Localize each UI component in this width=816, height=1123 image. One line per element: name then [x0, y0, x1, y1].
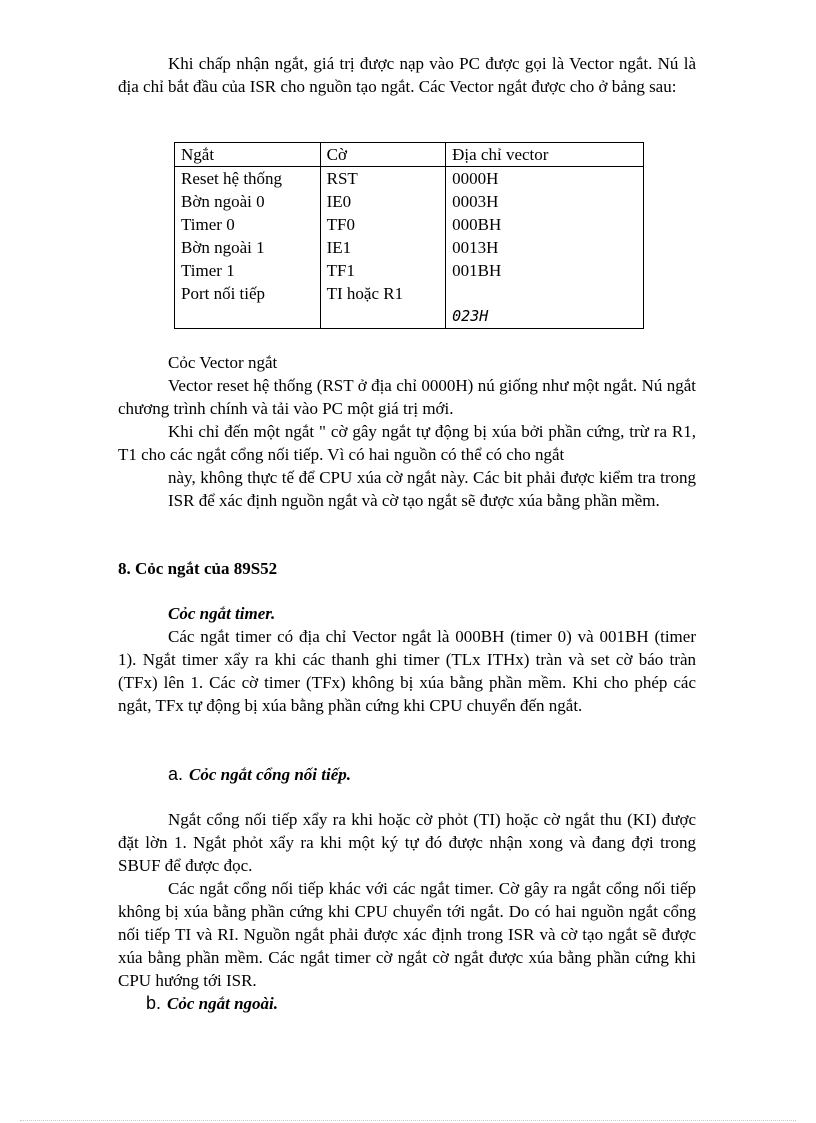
- table-cell: [175, 305, 321, 329]
- table-row: [175, 213, 644, 236]
- table-row: [175, 236, 644, 259]
- table-cell: 001BH: [446, 259, 644, 282]
- table-cell: 000BH: [446, 213, 644, 236]
- table-cell: TF0: [320, 213, 446, 236]
- serial-title: Cỏc ngắt cổng nối tiếp.: [189, 765, 351, 784]
- flag-paragraph-part2: này, không thực tế để CPU xúa cờ ngắt này. Các bit phải được kiểm tra trong ISR để xác định nguồn ngắt và cờ tạo ngắt sẽ được xúa bằng phần mềm.: [168, 468, 696, 510]
- intro-paragraph: Khi chấp nhận ngắt, giá trị được nạp vào PC được gọi là Vector ngắt. Nú là địa chỉ bắt đầu của ISR cho nguồn tạo ngắt. Các Vector ngắt được cho ở bảng sau:: [118, 54, 696, 96]
- flag-paragraph-part1: Khi chỉ đến một ngắt " cờ gây ngắt tự động bị xúa bởi phần cứng, trừ ra R1, T1 cho các ngắt cổng nối tiếp. Vì có hai nguồn có thể có cho ngắt: [118, 422, 696, 464]
- table-header-cell: Địa chỉ vector: [446, 143, 644, 167]
- table-cell: TI hoặc R1: [320, 282, 446, 305]
- table-header-cell: Ngắt: [175, 143, 321, 167]
- table-cell: Bờn ngoài 1: [175, 236, 321, 259]
- serial-subheading: [168, 763, 351, 786]
- table-cell: IE1: [320, 236, 446, 259]
- table-cell: RST: [320, 167, 446, 191]
- table-header-cell: Cờ: [320, 143, 446, 167]
- timer-subheading: Cỏc ngắt timer.: [168, 604, 276, 623]
- reset-paragraph: Vector reset hệ thống (RST ở địa chỉ 0000H) nú giống như một ngắt. Nú ngắt chương trình chính và tải vào PC một giá trị mới.: [118, 376, 696, 418]
- external-subheading: [146, 992, 278, 1015]
- table-row: [175, 167, 644, 191]
- table-cell: Reset hệ thống: [175, 167, 321, 191]
- serial-paragraph-1: Ngắt cổng nối tiếp xẩy ra khi hoặc cờ phỏt (TI) hoặc cờ ngắt thu (KI) được đặt lờn 1. Ngắt phỏt xẩy ra khi một ký tự đó được nhận xong và đang đợi trong SBUF để được đọc.: [118, 810, 696, 875]
- table-cell: 0003H: [446, 190, 644, 213]
- vector-table: [174, 142, 644, 329]
- timer-paragraph: Các ngắt timer có địa chỉ Vector ngắt là 000BH (timer 0) và 001BH (timer 1). Ngắt timer xẩy ra khi các thanh ghi timer (TLx ITHx) tràn và set cờ báo tràn (TFx) lên 1. Các cờ timer (TFx) không bị xúa bằng phần mềm. Khi cho phép các ngắt, TFx tự động bị xúa bằng phần cứng khi CPU chuyển đến ngắt.: [118, 627, 696, 715]
- table-row: [175, 305, 644, 329]
- table-cell: Port nối tiếp: [175, 282, 321, 305]
- table-cell: 0013H: [446, 236, 644, 259]
- table-cell: Timer 1: [175, 259, 321, 282]
- serial-paragraph-2: Các ngắt cổng nối tiếp khác với các ngắt timer. Cờ gây ra ngắt cổng nối tiếp không bị xúa bằng phần cứng khi CPU chuyển tới ngắt. Do có hai nguồn ngắt cổng nối tiếp TI và RI. Nguồn ngắt phải được xác định trong ISR và cờ tạo ngắt sẽ được xúa bằng phần mềm. Các ngắt timer cờ ngắt cờ ngắt được xúa bằng phần cứng khi CPU hướng tới ISR.: [118, 879, 696, 990]
- external-title: Cỏc ngắt ngoài.: [167, 994, 279, 1013]
- table-cell: Timer 0: [175, 213, 321, 236]
- table-cell: Bờn ngoài 0: [175, 190, 321, 213]
- table-cell: 023H: [446, 305, 644, 329]
- table-cell: IE0: [320, 190, 446, 213]
- table-row: [175, 282, 644, 305]
- table-row: [175, 190, 644, 213]
- table-cell: 0000H: [446, 167, 644, 191]
- page-bottom-rule: [20, 1120, 796, 1121]
- table-cell: [446, 282, 644, 305]
- section-heading: 8. Cỏc ngắt của 89S52: [118, 559, 278, 578]
- table-header-row: [175, 143, 644, 167]
- serial-label: a.: [168, 764, 184, 784]
- table-cell: [320, 305, 446, 329]
- table-cell: TF1: [320, 259, 446, 282]
- external-label: b.: [146, 993, 162, 1013]
- table-caption: Cỏc Vector ngắt: [168, 353, 278, 372]
- table-row: [175, 259, 644, 282]
